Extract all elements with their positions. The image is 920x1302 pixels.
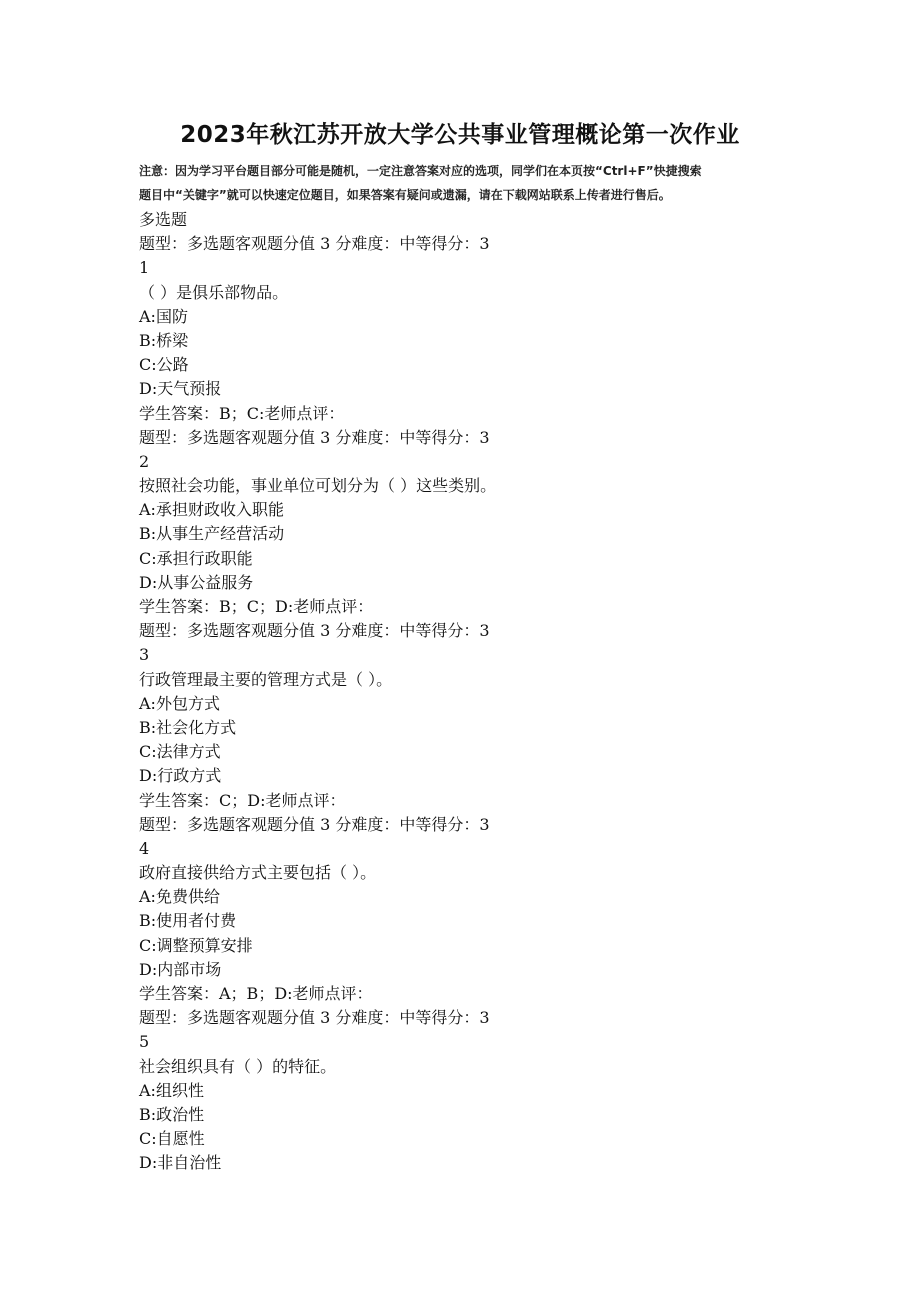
notice-text xyxy=(139,159,789,207)
question-meta: 题型：多选题客观题分值 3 分难度：中等得分：3 xyxy=(139,621,490,641)
question-number: 2 xyxy=(139,451,150,471)
question-meta: 题型：多选题客观题分值 3 分难度：中等得分：3 xyxy=(139,1008,490,1028)
question-block xyxy=(139,1006,799,1175)
questions-container xyxy=(139,232,799,1175)
document-title: 2023年秋江苏开放大学公共事业管理概论第一次作业 xyxy=(180,122,740,148)
student-answer: 学生答案：C；D:老师点评： xyxy=(139,790,346,810)
question-option: A:外包方式 xyxy=(139,693,220,713)
question-block xyxy=(139,813,799,1007)
question-stem: （ ）是俱乐部物品。 xyxy=(139,282,289,302)
question-block xyxy=(139,619,799,813)
student-answer: 学生答案：B；C:老师点评： xyxy=(139,403,345,423)
question-stem: 按照社会功能，事业单位可划分为（ ）这些类别。 xyxy=(139,476,497,496)
question-number: 3 xyxy=(139,645,150,665)
question-option: B:桥梁 xyxy=(139,330,189,350)
question-option: B:使用者付费 xyxy=(139,911,237,931)
question-stem: 行政管理最主要的管理方式是（ ）。 xyxy=(139,669,393,689)
question-number: 4 xyxy=(139,838,150,858)
question-number: 5 xyxy=(139,1032,150,1052)
student-answer: 学生答案：B；C；D:老师点评： xyxy=(139,597,374,616)
question-meta: 题型：多选题客观题分值 3 分难度：中等得分：3 xyxy=(139,814,490,834)
question-option: A:组织性 xyxy=(139,1080,204,1100)
question-option: D:内部市场 xyxy=(139,959,222,979)
question-block xyxy=(139,426,799,620)
question-option: B:社会化方式 xyxy=(139,717,237,737)
question-option: C:法律方式 xyxy=(139,742,221,762)
question-stem: 社会组织具有（ ）的特征。 xyxy=(139,1056,337,1076)
question-option: C:调整预算安排 xyxy=(139,935,253,955)
question-option: B:政治性 xyxy=(139,1104,205,1124)
notice-line: 题目中“关键字”就可以快速定位题目，如果答案有疑问或遗漏，请在下载网站联系上传者进行售后。 xyxy=(139,188,671,202)
question-stem: 政府直接供给方式主要包括（ ）。 xyxy=(139,863,377,883)
question-option: C:公路 xyxy=(139,355,189,375)
question-option: C:自愿性 xyxy=(139,1129,205,1149)
question-option: D:行政方式 xyxy=(139,766,222,786)
question-option: D:非自治性 xyxy=(139,1153,222,1173)
question-block xyxy=(139,232,799,426)
question-meta: 题型：多选题客观题分值 3 分难度：中等得分：3 xyxy=(139,234,490,254)
question-option: A:免费供给 xyxy=(139,887,220,907)
question-option: B:从事生产经营活动 xyxy=(139,524,285,544)
question-number: 1 xyxy=(139,258,150,278)
question-meta: 题型：多选题客观题分值 3 分难度：中等得分：3 xyxy=(139,427,490,447)
question-option: D:天气预报 xyxy=(139,379,222,399)
question-option: D:从事公益服务 xyxy=(139,572,254,592)
question-option: C:承担行政职能 xyxy=(139,548,253,568)
notice-line: 注意：因为学习平台题目部分可能是随机，一定注意答案对应的选项，同学们在本页按“Ctrl+F”快捷搜索 xyxy=(139,164,702,178)
section-title: 多选题 xyxy=(139,210,188,229)
question-option: A:承担财政收入职能 xyxy=(139,500,284,520)
question-list xyxy=(139,208,799,1176)
student-answer: 学生答案：A；B；D:老师点评： xyxy=(139,984,373,1003)
question-option: A:国防 xyxy=(139,306,188,326)
